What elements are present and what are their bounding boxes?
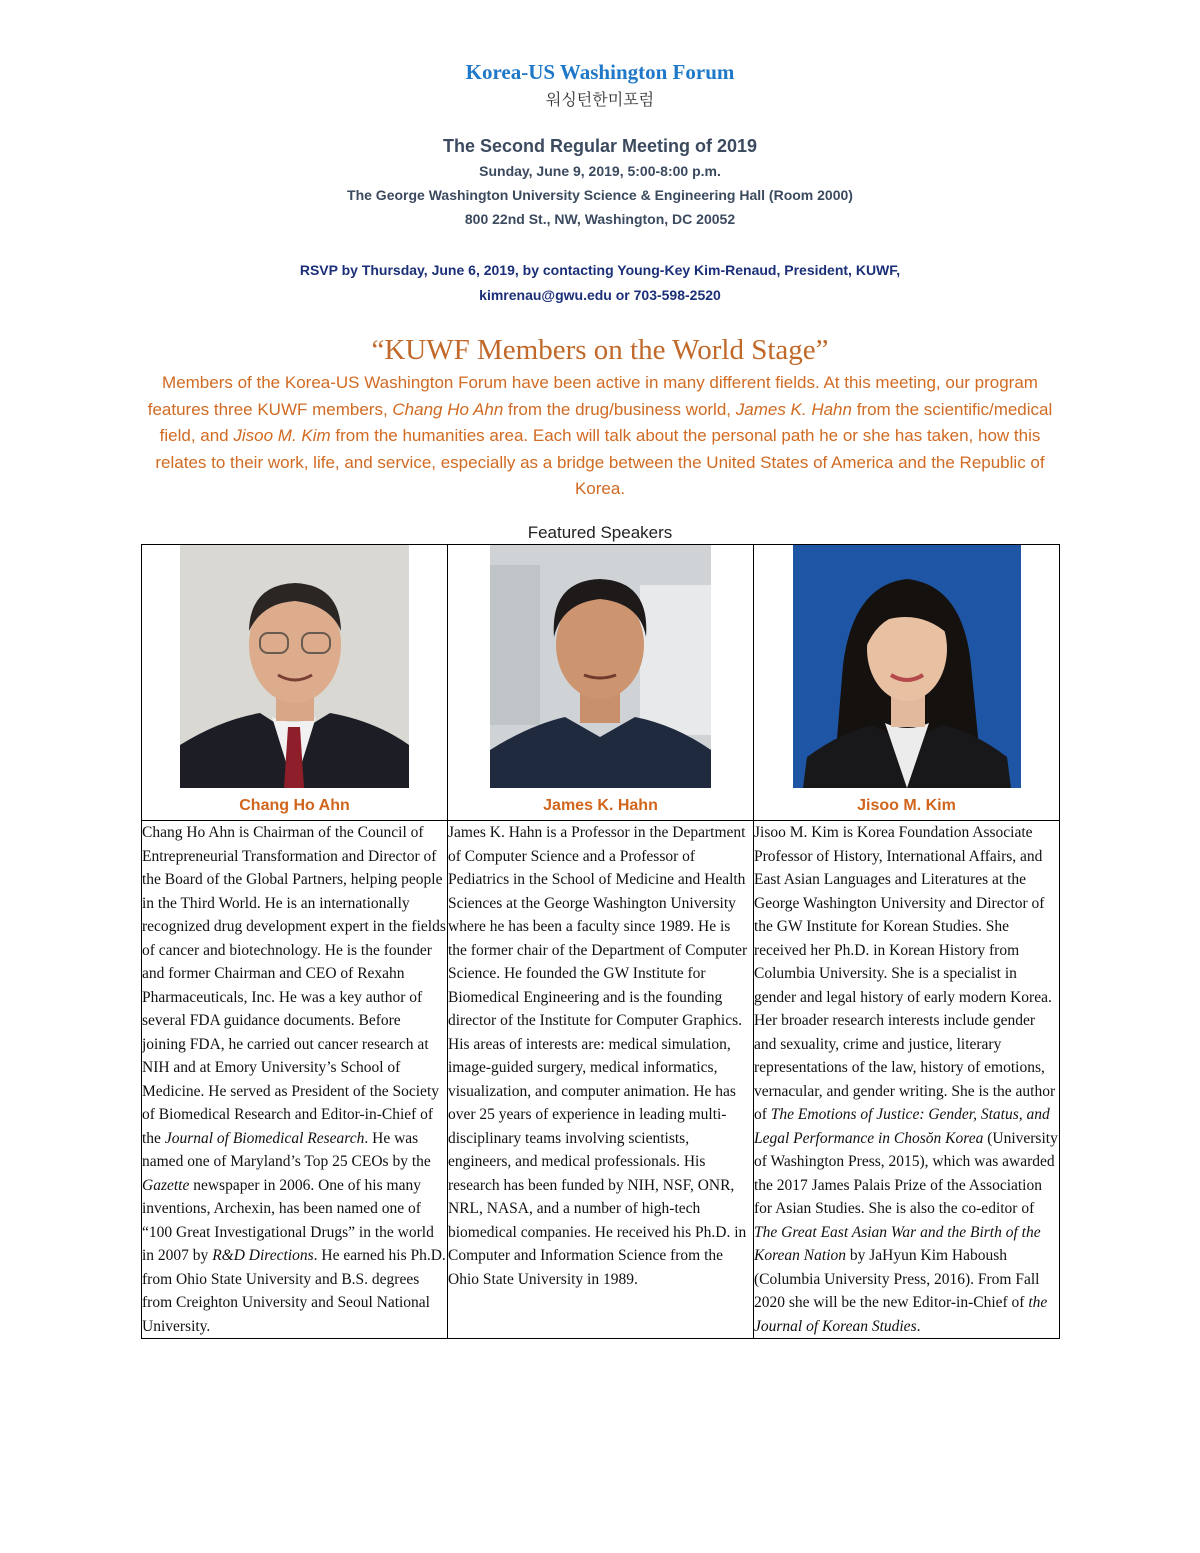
speaker-bio [448,821,754,1339]
speaker-bio [142,821,448,1339]
speaker-name: James K. Hahn [448,793,754,821]
speakers-table [141,544,1060,1339]
bio-text: (University of Washington Press, 2015), which was awarded the 2017 James Palais Prize of the Association for Asian Studies. She is also the co-editor of [754,1129,1058,1217]
organization-korean-title: 워싱턴한미포럼 [545,90,655,109]
theme-intro [140,370,1060,503]
bio-italic: the Journal of Korean Studies [754,1294,1048,1335]
intro-speaker-name: James K. Hahn [735,399,852,419]
bio-row [142,821,1060,1339]
rsvp-line-1: RSVP by Thursday, June 6, 2019, by contacting Young-Key Kim-Renaud, President, KUWF, [299,262,901,278]
intro-text: Members of the Korea-US Washington Forum have been active in many different fields. At this meeting, our program features three KUWF members, [147,373,1038,419]
meeting-venue: The George Washington University Science & Engineering Hall (Room 2000) [347,187,853,203]
theme-title: “KUWF Members on the World Stage” [371,334,829,366]
speaker-name: Jisoo M. Kim [754,793,1060,821]
photo-row [142,545,1060,794]
meeting-address: 800 22nd St., NW, Washington, DC 20052 [464,211,736,227]
bio-text: Jisoo M. Kim is Korea Foundation Associate Professor of History, International Affairs, and East Asian Languages and Literatures at the George Washington University and Director of the GW Institute for Korean Studies. She received her Ph.D. in Korean History from Columbia University. She is a specialist in gender and legal history of early modern Korea. Her broader research interests include gender and sexuality, crime and justice, literary representations of the law, history of emotions, vernacular, and gender writing. She is the author of [754,824,1056,1123]
bio-text: . He earned his Ph.D. from Ohio State University and B.S. degrees from Creighton University and Seoul National University. [142,1247,446,1335]
bio-text: . [916,1317,921,1335]
bio-text: by JaHyun Kim Haboush (Columbia University Press, 2016). From Fall 2020 she will be the new Editor-in-Chief of [754,1247,1040,1311]
rsvp-contact: kimrenau@gwu.edu or 703-598-2520 [479,287,721,303]
intro-text: from the drug/business world, [503,399,736,419]
featured-speakers-caption: Featured Speakers [527,523,673,542]
speaker-photo [490,545,711,788]
bio-italic: R&D Directions [212,1247,314,1264]
meeting-title: The Second Regular Meeting of 2019 [442,136,758,156]
speaker-photo-cell [142,545,448,794]
speaker-photo [793,545,1021,788]
organization-title: Korea-US Washington Forum [465,60,735,84]
intro-speaker-name: Chang Ho Ahn [392,399,504,419]
meeting-datetime: Sunday, June 9, 2019, 5:00-8:00 p.m. [479,163,721,179]
intro-text: from the scientific/medical field, and [159,399,1053,445]
meeting-details [0,133,1200,231]
rsvp-block [0,258,1200,308]
bio-italic: The Great East Asian War and the Birth of the Korean Nation [754,1223,1041,1264]
intro-speaker-name: Jisoo M. Kim [233,426,331,445]
name-row [142,793,1060,821]
bio-italic: Journal of Biomedical Research [164,1129,365,1147]
speaker-name: Chang Ho Ahn [142,793,448,821]
speaker-bio [754,821,1060,1339]
speaker-photo [180,545,409,788]
bio-text: Chang Ho Ahn is Chairman of the Council of Entrepreneurial Transformation and Director of the Board of the Global Partners, helping people in the Third World. He is an internationally recognized drug development expert in the fields of cancer and biotechnology. He is the founder and former Chairman and CEO of Rexahn Pharmaceuticals, Inc. He was a key author of several FDA guidance documents. Before joining FDA, he carried out cancer research at NIH and at Emory University’s School of Medicine. He served as President of the Society of Biomedical Research and Editor-in-Chief of the [142,824,446,1147]
speaker-photo-cell [448,545,754,794]
document-header [0,58,1200,112]
bio-italic: Gazette [142,1176,190,1194]
intro-text: from the humanities area. Each will talk about the personal path he or she has taken, how this relates to their work, life, and service, especially as a bridge between the United States of America and the Republic of Korea. [155,426,1045,498]
bio-italic: The Emotions of Justice: Gender, Status, and Legal Performance in Chosŏn Korea [754,1106,1050,1147]
speaker-photo-cell [754,545,1060,794]
bio-text: newspaper in 2006. One of his many inventions, Archexin, has been named one of “100 Great Investigational Drugs” in the world in 2007 by [142,1176,434,1264]
bio-text: James K. Hahn is a Professor in the Department of Computer Science and a Professor of Pediatrics in the School of Medicine and Health Sciences at the George Washington University where he has been a faculty since 1989. He is the former chair of the Department of Computer Science. He founded the GW Institute for Biomedical Engineering and is the founding director of the Institute for Computer Graphics. His areas of interests are: medical simulation, image-guided surgery, medical informatics, visualization, and computer animation. He has over 25 years of experience in leading multi-disciplinary teams involving scientists, engineers, and medical professionals. His research has been funded by NIH, NSF, ONR, NRL, NASA, and a number of high-tech biomedical companies. He received his Ph.D. in Computer and Information Science from the Ohio State University in 1989. [448,824,748,1288]
bio-text: . He was named one of Maryland’s Top 25 CEOs by the [142,1129,431,1170]
